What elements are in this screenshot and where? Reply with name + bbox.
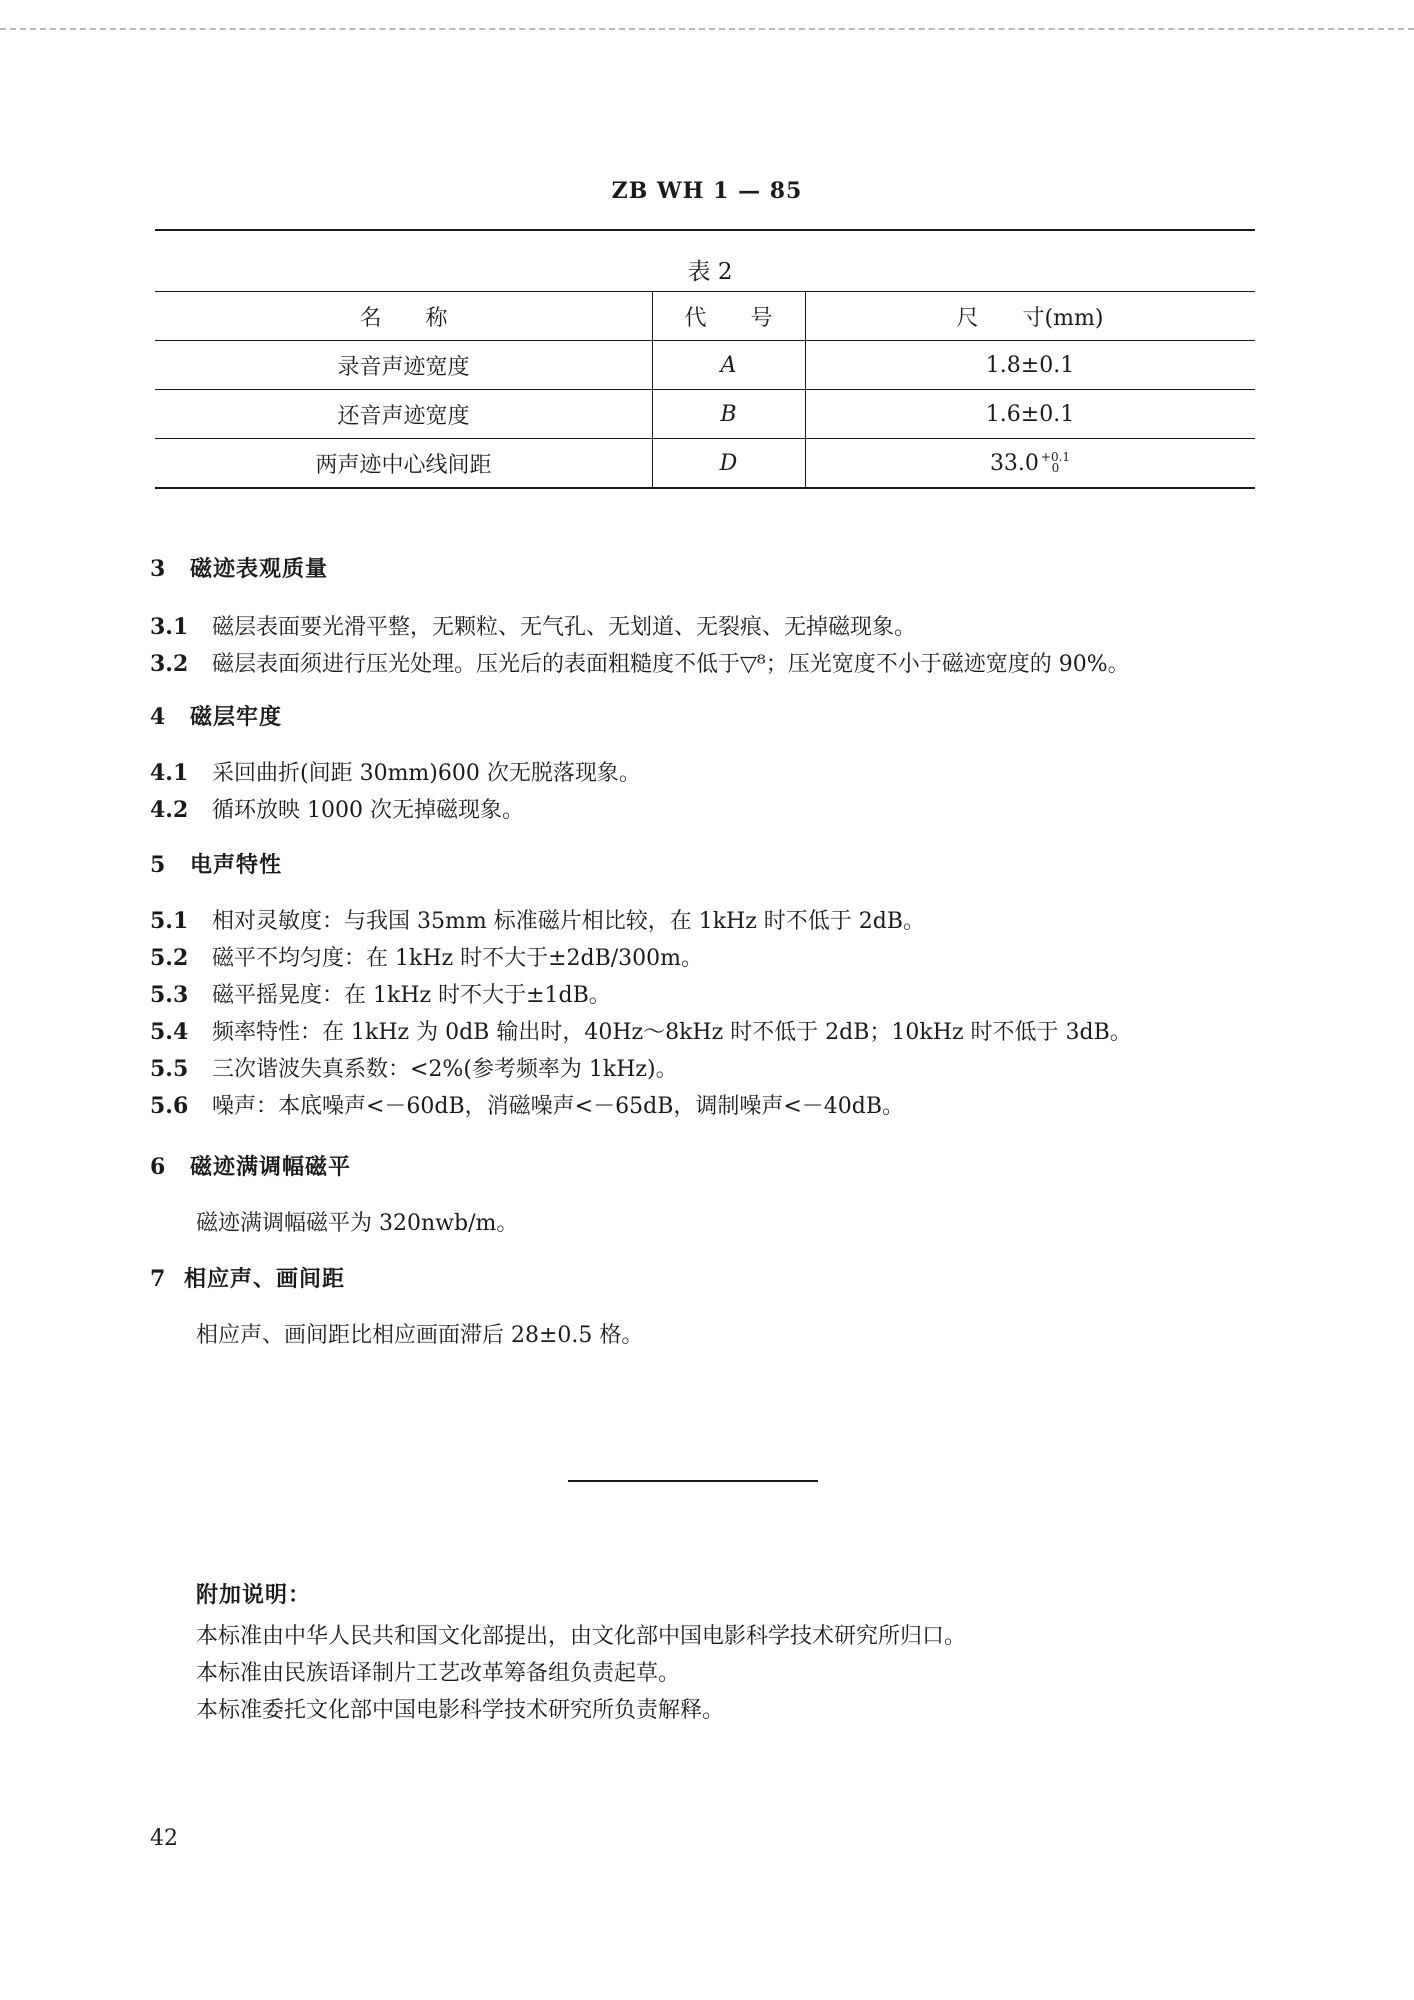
- section-heading: [150, 700, 282, 731]
- item-text: 循环放映 1000 次无掉磁现象。: [212, 798, 524, 823]
- list-item: [150, 978, 611, 1009]
- table-cell-size: [805, 440, 1255, 486]
- list-item: [150, 610, 916, 641]
- item-number: 4.2: [150, 797, 189, 823]
- item-text: 三次谐波失真系数：<2%(参考频率为 1kHz)。: [212, 1057, 678, 1082]
- list-item: [150, 1089, 904, 1120]
- notes-line: 本标准由民族语译制片工艺改革筹备组负责起草。: [196, 1661, 681, 1686]
- section-title: 电声特性: [190, 852, 283, 878]
- table-top-rule: [155, 229, 1255, 231]
- item-number: 3.2: [150, 651, 189, 677]
- list-item: [150, 793, 524, 824]
- list-item: [150, 647, 1130, 678]
- item-text: 相对灵敏度：与我国 35mm 标准磁片相比较，在 1kHz 时不低于 2dB。: [212, 909, 926, 934]
- table-cell-size: 1.8±0.1: [985, 352, 1075, 378]
- table-header-top-rule: [155, 291, 1255, 292]
- section-number: 3: [150, 556, 167, 582]
- item-text: 磁平摇晃度：在 1kHz 时不大于±1dB。: [212, 983, 611, 1008]
- table-cell-name: 还音声迹宽度: [337, 403, 470, 429]
- list-item: [150, 904, 925, 935]
- table-cell-name: 两声迹中心线间距: [315, 452, 492, 478]
- table-row-rule: [155, 389, 1255, 390]
- item-number: 4.1: [150, 760, 189, 786]
- table-cell-code: A: [720, 352, 737, 378]
- section-number: 6: [150, 1154, 167, 1180]
- item-number: 5.2: [150, 945, 189, 971]
- tolerance: [1041, 452, 1070, 474]
- item-number: 5.3: [150, 982, 189, 1008]
- document-code: ZB WH 1 — 85: [611, 178, 803, 204]
- list-item: [150, 941, 703, 972]
- item-text: 磁层表面须进行压光处理。压光后的表面粗糙度不低于▽⁸；压光宽度不小于磁迹宽度的 90%。: [212, 652, 1130, 677]
- page-number: 42: [150, 1826, 178, 1851]
- section-title: 磁层牢度: [190, 704, 283, 730]
- list-item: [150, 756, 641, 787]
- section-heading: [150, 552, 328, 583]
- section-title: 磁迹满调幅磁平: [190, 1154, 352, 1180]
- section-number: 4: [150, 704, 167, 730]
- tolerance-upper: +0.1: [1040, 450, 1071, 464]
- item-text: 频率特性：在 1kHz 为 0dB 输出时，40Hz～8kHz 时不低于 2dB；10kHz 时不低于 3dB。: [212, 1020, 1132, 1045]
- table-cell-size: 1.6±0.1: [985, 401, 1075, 427]
- item-number: 5.1: [150, 908, 189, 934]
- item-text: 噪声：本底噪声<－60dB，消磁噪声<－65dB，调制噪声<－40dB。: [212, 1094, 905, 1119]
- body-paragraph: 相应声、画间距比相应画面滞后 28±0.5 格。: [196, 1323, 644, 1348]
- table-caption: 表 2: [687, 259, 733, 285]
- section-heading: [150, 848, 282, 879]
- section-heading: [150, 1262, 345, 1293]
- end-divider: [568, 1480, 818, 1482]
- section-number: 5: [150, 852, 167, 878]
- body-paragraph: 磁迹满调幅磁平为 320nwb/m。: [196, 1211, 519, 1236]
- item-text: 采回曲折(间距 30mm)600 次无脱落现象。: [212, 761, 641, 786]
- list-item: [150, 1052, 678, 1083]
- table-row-rule: [155, 438, 1255, 439]
- item-number: 5.4: [150, 1019, 189, 1045]
- item-number: 5.5: [150, 1056, 189, 1082]
- section-heading: [150, 1150, 351, 1181]
- notes-line: 本标准由中华人民共和国文化部提出，由文化部中国电影科学技术研究所归口。: [196, 1624, 967, 1649]
- section-title: 磁迹表观质量: [190, 556, 329, 582]
- size-value: 33.0: [989, 450, 1039, 476]
- section-title: 相应声、画间距: [184, 1266, 346, 1292]
- table-header-size: 尺 寸(mm): [956, 305, 1104, 331]
- item-text: 磁平不均匀度：在 1kHz 时不大于±2dB/300m。: [212, 946, 704, 971]
- item-number: 3.1: [150, 614, 189, 640]
- list-item: [150, 1015, 1132, 1046]
- table-header-code: 代 号: [684, 305, 773, 331]
- table-cell-code: B: [720, 401, 737, 427]
- item-text: 磁层表面要光滑平整，无颗粒、无气孔、无划道、无裂痕、无掉磁现象。: [212, 615, 917, 640]
- table-header-bottom-rule: [155, 340, 1255, 341]
- table-bottom-rule: [155, 487, 1255, 489]
- scan-edge-line: [0, 28, 1414, 30]
- table-cell-code: D: [719, 450, 738, 476]
- tolerance-lower: 0: [1051, 461, 1060, 475]
- table-header-name: 名 称: [359, 305, 448, 331]
- section-number: 7: [150, 1266, 167, 1292]
- notes-line: 本标准委托文化部中国电影科学技术研究所负责解释。: [196, 1698, 725, 1723]
- table-cell-name: 录音声迹宽度: [337, 354, 470, 380]
- item-number: 5.6: [150, 1093, 189, 1119]
- notes-title: 附加说明：: [196, 1582, 312, 1608]
